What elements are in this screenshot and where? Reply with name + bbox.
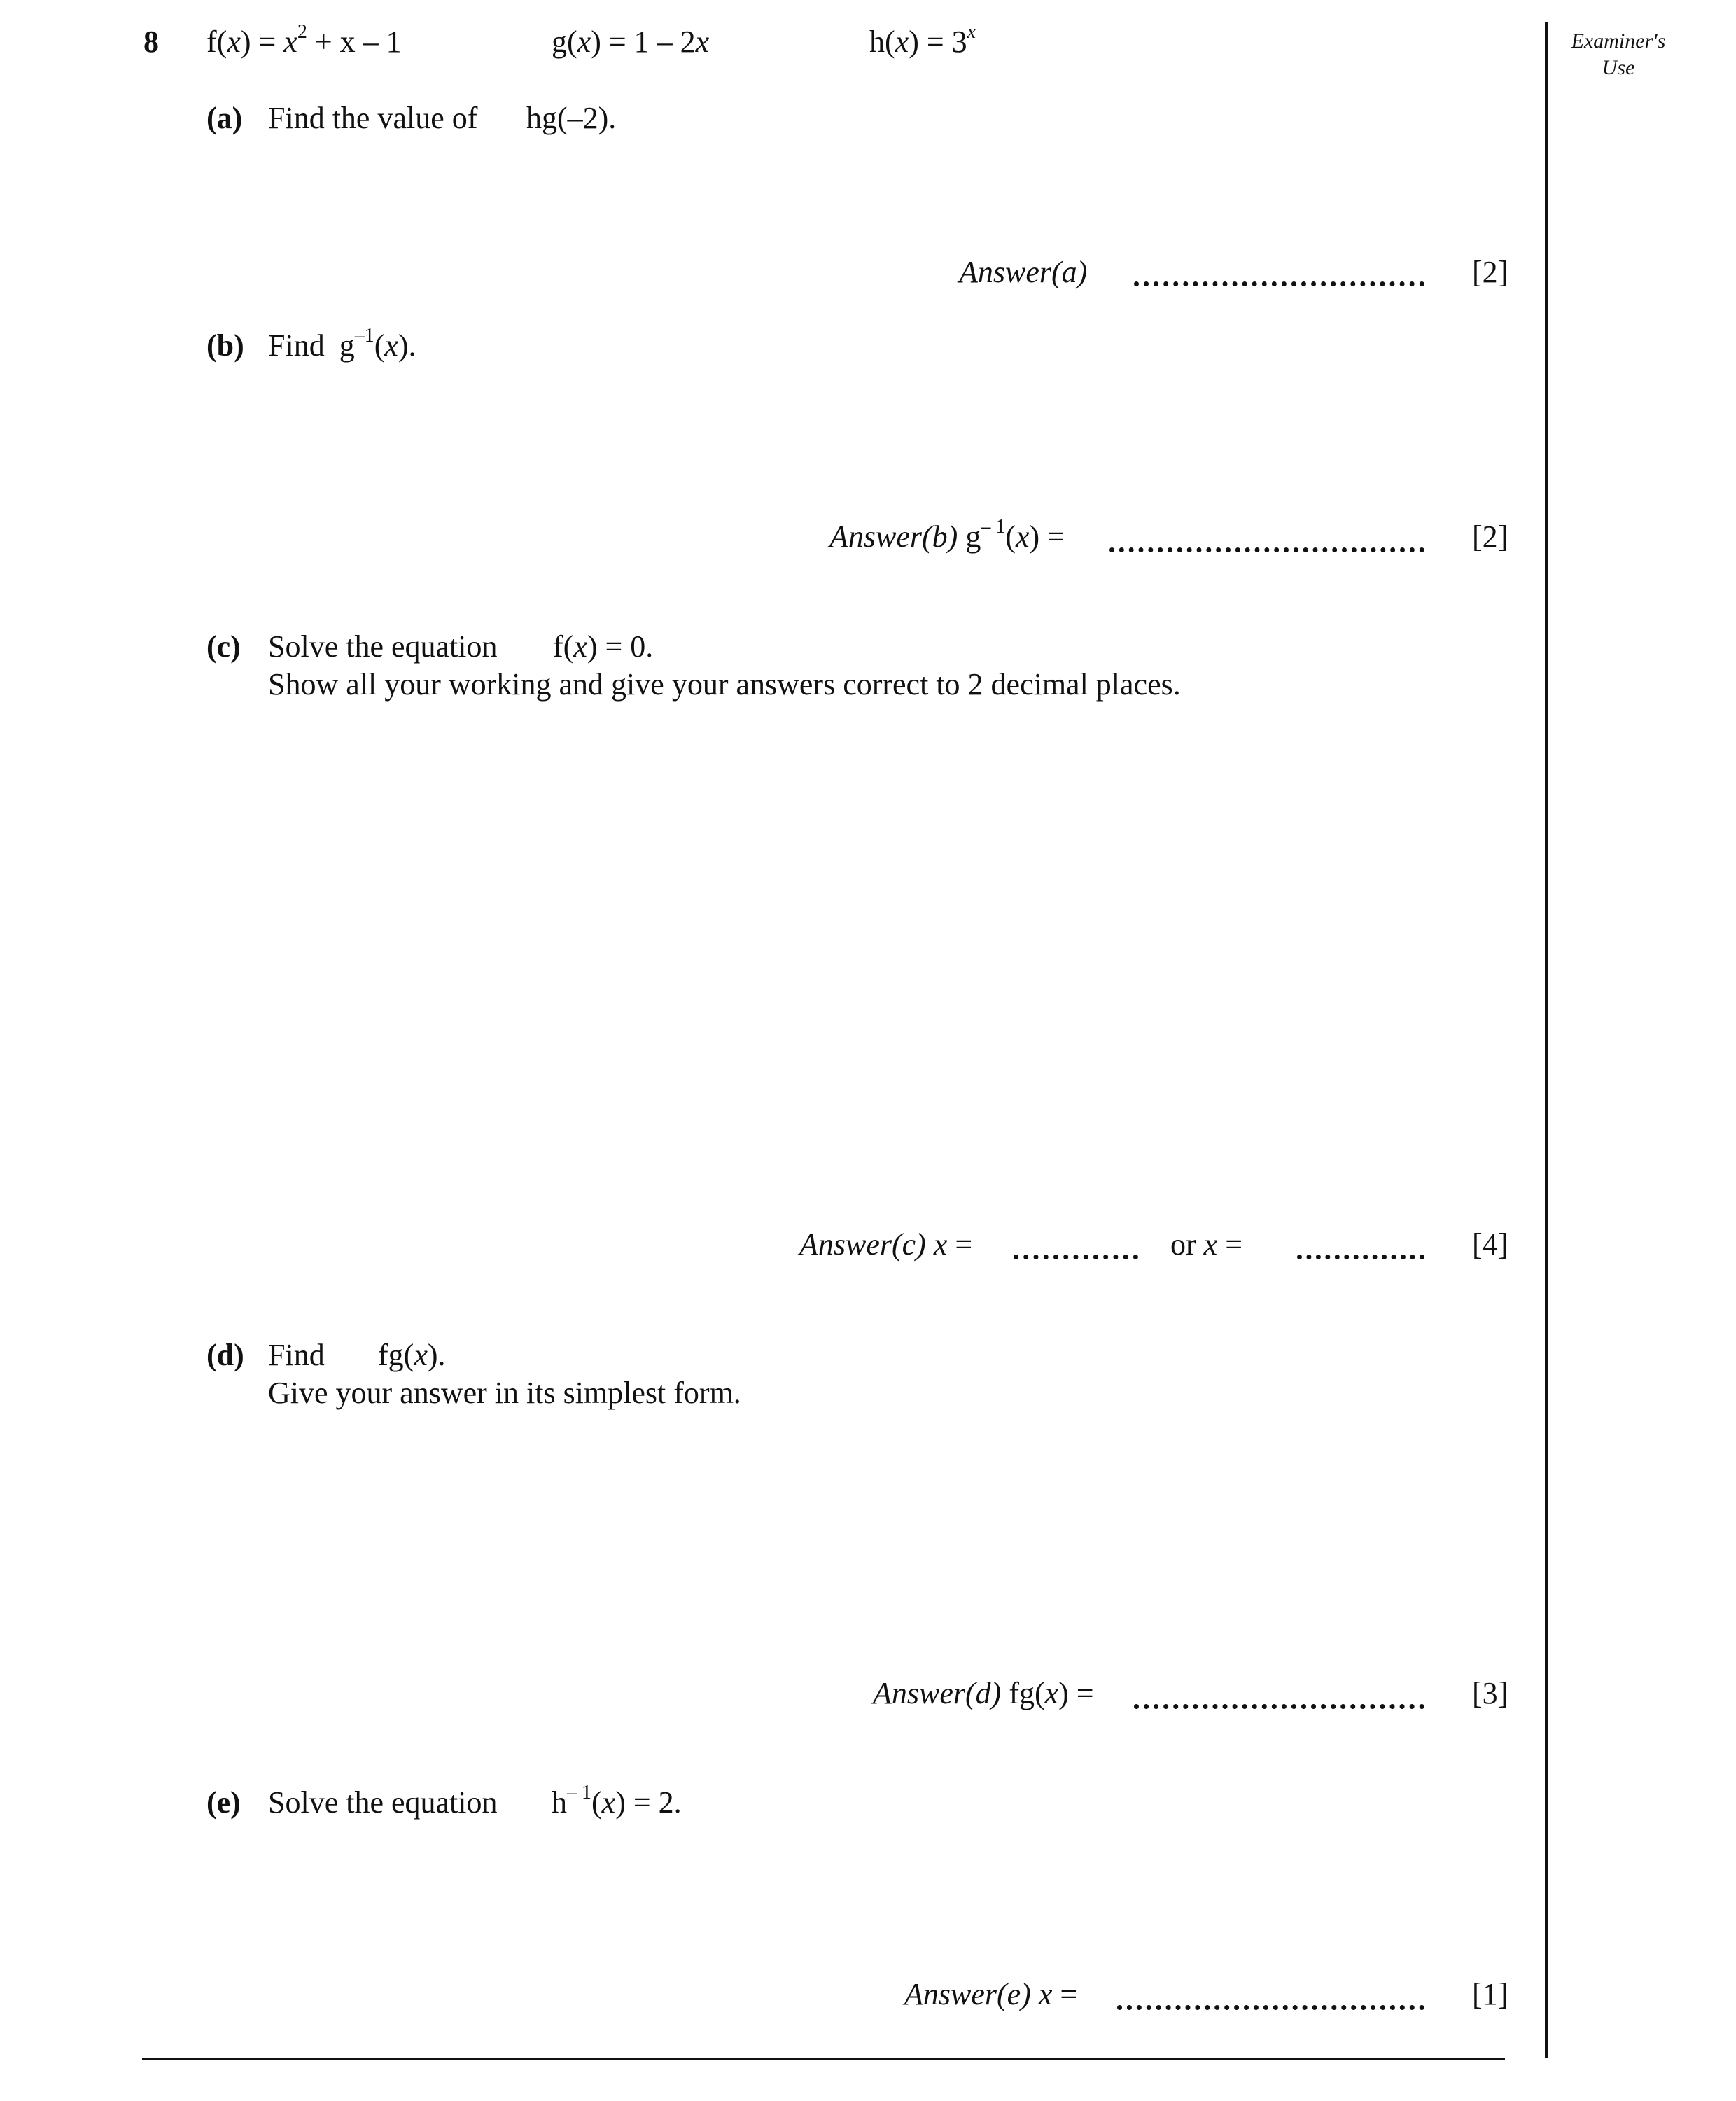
part-d-expr-var: x bbox=[414, 1338, 428, 1372]
part-e-answer-line[interactable] bbox=[1117, 2005, 1424, 2010]
part-d-answer-text: Answer(d) bbox=[873, 1676, 1002, 1710]
part-d-question: Find bbox=[268, 1338, 325, 1372]
part-c-instruction: Show all your working and give your answers correct to 2 decimal places. bbox=[268, 667, 1181, 702]
part-e-post: ) = 2. bbox=[615, 1785, 682, 1820]
part-e-label: (e) bbox=[206, 1785, 241, 1820]
part-c-or-var: x bbox=[1203, 1227, 1218, 1262]
part-b-var: x bbox=[384, 328, 398, 363]
part-a-marks: [2] bbox=[1472, 255, 1508, 289]
part-d-answer-var: x bbox=[1044, 1676, 1059, 1710]
part-b-open: ( bbox=[374, 328, 385, 363]
part-e-answer-label bbox=[904, 1976, 1077, 2013]
function-f-tail: + x – 1 bbox=[307, 25, 402, 59]
function-h-var: x bbox=[895, 25, 909, 59]
part-e-answer-eq: = bbox=[1052, 1977, 1078, 2011]
part-b-answer-var: x bbox=[1015, 519, 1030, 554]
part-b-answer-close: ) = bbox=[1029, 519, 1065, 554]
function-f-var: x bbox=[227, 25, 241, 59]
function-f-x: x bbox=[284, 25, 298, 59]
part-b-inverse-sup: –1 bbox=[354, 325, 374, 347]
part-c-or bbox=[1170, 1227, 1242, 1263]
part-e-inverse-sup: – 1 bbox=[567, 1782, 592, 1804]
part-c-marks: [4] bbox=[1472, 1227, 1508, 1262]
examiner-column-rule bbox=[1545, 22, 1548, 2058]
part-d-marks: [3] bbox=[1472, 1676, 1508, 1710]
part-c-or-text: or bbox=[1170, 1227, 1204, 1262]
part-d-expr-post: ). bbox=[427, 1338, 446, 1372]
function-g-definition bbox=[552, 24, 709, 60]
function-h-exponent: x bbox=[967, 21, 976, 43]
part-b-answer-g: g bbox=[965, 519, 981, 554]
part-a-question: Find the value of bbox=[268, 101, 478, 135]
part-e-var: x bbox=[601, 1785, 616, 1820]
part-c-expr-var: x bbox=[573, 629, 587, 664]
part-b-answer-open: ( bbox=[1005, 519, 1016, 554]
part-b-answer-text: Answer(b) bbox=[830, 519, 958, 554]
part-e-h: h bbox=[552, 1785, 567, 1820]
part-e-expression bbox=[552, 1782, 682, 1821]
part-b-g: g bbox=[339, 328, 355, 363]
part-c-answer-var: x bbox=[933, 1227, 948, 1262]
part-b-label: (b) bbox=[206, 328, 244, 363]
function-f-lhs: f( bbox=[206, 25, 227, 59]
part-c-expression bbox=[553, 629, 653, 665]
part-e-marks: [1] bbox=[1472, 1977, 1508, 2011]
examiner-label-line1: Examiner's bbox=[1571, 29, 1666, 53]
part-c-expr-post: ) = 0. bbox=[587, 629, 654, 664]
bottom-rule bbox=[142, 2058, 1505, 2060]
part-b-question bbox=[268, 325, 416, 364]
part-d-expression bbox=[378, 1337, 446, 1374]
part-c-label: (c) bbox=[206, 629, 241, 664]
part-b-find: Find bbox=[268, 328, 325, 363]
part-b-answer-label bbox=[830, 516, 1065, 555]
function-f-eq: ) = bbox=[240, 25, 284, 59]
function-g-var: x bbox=[577, 25, 592, 59]
part-e-open: ( bbox=[592, 1785, 602, 1820]
part-e-answer-text: Answer(e) bbox=[904, 1977, 1031, 2011]
examiner-use-label bbox=[1548, 28, 1688, 81]
part-b-close: ). bbox=[398, 328, 416, 363]
part-c-expr-pre: f( bbox=[553, 629, 574, 664]
part-b-answer-line[interactable] bbox=[1110, 547, 1424, 552]
part-e-question: Solve the equation bbox=[268, 1785, 498, 1820]
part-d-answer-pre: fg( bbox=[1001, 1676, 1045, 1710]
function-h-rhs: ) = 3 bbox=[909, 25, 967, 59]
function-h-lhs: h( bbox=[869, 25, 895, 59]
function-g-lhs: g( bbox=[552, 25, 578, 59]
part-c-or-eq: = bbox=[1217, 1227, 1243, 1262]
part-b-answer-sup: – 1 bbox=[981, 516, 1006, 538]
function-f-exponent: 2 bbox=[297, 21, 307, 43]
part-e-answer-var: x bbox=[1038, 1977, 1053, 2011]
function-f-definition bbox=[206, 21, 402, 60]
part-a-answer-label: Answer(a) bbox=[959, 255, 1088, 289]
part-d-answer-post: ) = bbox=[1058, 1676, 1094, 1710]
part-c-answer-label bbox=[799, 1227, 972, 1263]
part-d-answer-label bbox=[873, 1675, 1094, 1712]
part-b-marks: [2] bbox=[1472, 519, 1508, 554]
part-d-instruction: Give your answer in its simplest form. bbox=[268, 1376, 741, 1410]
examiner-label-line2: Use bbox=[1602, 56, 1635, 79]
part-c-answer-eq: = bbox=[947, 1227, 973, 1262]
part-d-expr-pre: fg( bbox=[378, 1338, 414, 1372]
part-a-expression: hg(–2). bbox=[526, 101, 617, 135]
part-c-answer-text: Answer(c) bbox=[799, 1227, 926, 1262]
part-a-label: (a) bbox=[206, 101, 243, 135]
part-c-answer-line-1[interactable] bbox=[1014, 1255, 1138, 1259]
part-d-answer-line[interactable] bbox=[1134, 1704, 1424, 1709]
function-g-rhs: ) = 1 – 2 bbox=[591, 25, 696, 59]
part-c-answer-line-2[interactable] bbox=[1297, 1255, 1424, 1259]
part-c-question: Solve the equation bbox=[268, 629, 498, 664]
function-g-x: x bbox=[695, 25, 710, 59]
function-h-definition bbox=[869, 21, 976, 60]
part-d-label: (d) bbox=[206, 1338, 244, 1372]
question-number: 8 bbox=[144, 25, 159, 59]
part-a-answer-line[interactable] bbox=[1134, 281, 1424, 286]
